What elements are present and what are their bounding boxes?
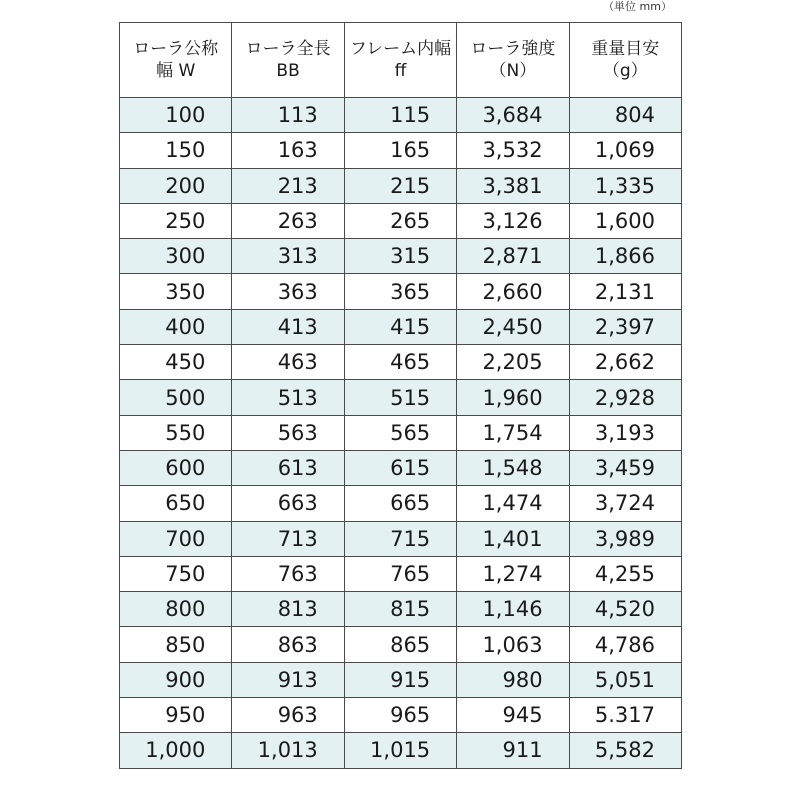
frame-inner-width-cell: 965 [344, 698, 456, 733]
roller-length-cell: 1,013 [232, 733, 344, 768]
table-row [120, 274, 682, 309]
header-nominal-width-line1: ローラ公称 [133, 39, 219, 59]
frame-inner-width-cell: 915 [344, 662, 456, 697]
table-row [120, 450, 682, 485]
weight-cell: 1,866 [569, 239, 681, 274]
frame-inner-width-cell: 315 [344, 239, 456, 274]
frame-inner-width-cell: 765 [344, 556, 456, 591]
frame-inner-width-cell: 465 [344, 345, 456, 380]
weight-cell: 804 [569, 98, 681, 133]
roller-strength-cell: 3,381 [457, 168, 569, 203]
roller-strength-cell: 1,754 [457, 415, 569, 450]
table-row [120, 698, 682, 733]
weight-cell: 5.317 [569, 698, 681, 733]
frame-inner-width-cell: 715 [344, 521, 456, 556]
roller-strength-cell: 1,548 [457, 450, 569, 485]
nominal-width-cell: 300 [120, 239, 232, 274]
header-roller-length [232, 23, 344, 98]
frame-inner-width-cell: 365 [344, 274, 456, 309]
roller-length-cell: 363 [232, 274, 344, 309]
roller-strength-cell: 1,474 [457, 486, 569, 521]
nominal-width-cell: 400 [120, 309, 232, 344]
weight-cell: 3,724 [569, 486, 681, 521]
weight-cell: 3,193 [569, 415, 681, 450]
roller-length-cell: 313 [232, 239, 344, 274]
header-weight-line1: 重量目安 [591, 39, 660, 59]
roller-length-cell: 263 [232, 203, 344, 238]
frame-inner-width-cell: 615 [344, 450, 456, 485]
table-row [120, 627, 682, 662]
header-roller-strength-line2: （N） [489, 61, 537, 81]
header-roller-length-line2: BB [276, 61, 300, 81]
nominal-width-cell: 950 [120, 698, 232, 733]
frame-inner-width-cell: 215 [344, 168, 456, 203]
weight-cell: 1,335 [569, 168, 681, 203]
nominal-width-cell: 200 [120, 168, 232, 203]
table-row [120, 592, 682, 627]
roller-length-cell: 863 [232, 627, 344, 662]
nominal-width-cell: 150 [120, 133, 232, 168]
table-row [120, 556, 682, 591]
weight-cell: 5,582 [569, 733, 681, 768]
table-body [120, 98, 682, 769]
frame-inner-width-cell: 165 [344, 133, 456, 168]
header-row [120, 23, 682, 98]
table-row [120, 733, 682, 768]
roller-length-cell: 163 [232, 133, 344, 168]
table-row [120, 203, 682, 238]
nominal-width-cell: 800 [120, 592, 232, 627]
roller-length-cell: 113 [232, 98, 344, 133]
weight-cell: 2,928 [569, 380, 681, 415]
header-weight [569, 23, 681, 98]
table-row [120, 662, 682, 697]
roller-strength-cell: 3,684 [457, 98, 569, 133]
weight-cell: 3,459 [569, 450, 681, 485]
nominal-width-cell: 1,000 [120, 733, 232, 768]
roller-length-cell: 763 [232, 556, 344, 591]
nominal-width-cell: 850 [120, 627, 232, 662]
nominal-width-cell: 600 [120, 450, 232, 485]
header-frame-inner-width-line1: フレーム内幅 [349, 39, 452, 59]
frame-inner-width-cell: 515 [344, 380, 456, 415]
roller-length-cell: 413 [232, 309, 344, 344]
nominal-width-cell: 250 [120, 203, 232, 238]
header-nominal-width-line2: 幅 W [156, 61, 196, 81]
frame-inner-width-cell: 665 [344, 486, 456, 521]
roller-length-cell: 563 [232, 415, 344, 450]
nominal-width-cell: 900 [120, 662, 232, 697]
table-row [120, 345, 682, 380]
weight-cell: 4,786 [569, 627, 681, 662]
nominal-width-cell: 450 [120, 345, 232, 380]
weight-cell: 4,255 [569, 556, 681, 591]
roller-length-cell: 513 [232, 380, 344, 415]
roller-strength-cell: 1,063 [457, 627, 569, 662]
roller-strength-cell: 911 [457, 733, 569, 768]
table-header [120, 23, 682, 98]
header-roller-strength-line1: ローラ強度 [470, 39, 556, 59]
weight-cell: 2,131 [569, 274, 681, 309]
roller-strength-cell: 3,532 [457, 133, 569, 168]
header-roller-length-line1: ローラ全長 [245, 39, 331, 59]
roller-length-cell: 213 [232, 168, 344, 203]
roller-length-cell: 613 [232, 450, 344, 485]
nominal-width-cell: 750 [120, 556, 232, 591]
table-row [120, 168, 682, 203]
roller-length-cell: 463 [232, 345, 344, 380]
header-nominal-width [120, 23, 232, 98]
header-roller-strength [457, 23, 569, 98]
roller-length-cell: 813 [232, 592, 344, 627]
frame-inner-width-cell: 265 [344, 203, 456, 238]
roller-strength-cell: 945 [457, 698, 569, 733]
roller-strength-cell: 1,274 [457, 556, 569, 591]
roller-strength-cell: 980 [457, 662, 569, 697]
frame-inner-width-cell: 115 [344, 98, 456, 133]
roller-spec-table [119, 22, 682, 769]
roller-length-cell: 713 [232, 521, 344, 556]
weight-cell: 1,069 [569, 133, 681, 168]
nominal-width-cell: 650 [120, 486, 232, 521]
roller-strength-cell: 2,660 [457, 274, 569, 309]
frame-inner-width-cell: 815 [344, 592, 456, 627]
roller-length-cell: 663 [232, 486, 344, 521]
frame-inner-width-cell: 865 [344, 627, 456, 662]
roller-strength-cell: 2,205 [457, 345, 569, 380]
header-frame-inner-width [344, 23, 456, 98]
nominal-width-cell: 700 [120, 521, 232, 556]
table-row [120, 521, 682, 556]
table-row [120, 380, 682, 415]
roller-length-cell: 913 [232, 662, 344, 697]
roller-strength-cell: 2,450 [457, 309, 569, 344]
table-row [120, 239, 682, 274]
nominal-width-cell: 100 [120, 98, 232, 133]
header-weight-line2: （g） [602, 61, 648, 81]
weight-cell: 5,051 [569, 662, 681, 697]
frame-inner-width-cell: 1,015 [344, 733, 456, 768]
roller-strength-cell: 1,146 [457, 592, 569, 627]
weight-cell: 2,662 [569, 345, 681, 380]
nominal-width-cell: 550 [120, 415, 232, 450]
roller-length-cell: 963 [232, 698, 344, 733]
roller-strength-cell: 1,960 [457, 380, 569, 415]
frame-inner-width-cell: 565 [344, 415, 456, 450]
weight-cell: 2,397 [569, 309, 681, 344]
weight-cell: 1,600 [569, 203, 681, 238]
nominal-width-cell: 350 [120, 274, 232, 309]
table-row [120, 309, 682, 344]
table-row [120, 486, 682, 521]
table-row [120, 133, 682, 168]
frame-inner-width-cell: 415 [344, 309, 456, 344]
header-frame-inner-width-line2: ff [394, 61, 407, 81]
weight-cell: 4,520 [569, 592, 681, 627]
unit-note: （単位 mm） [603, 0, 672, 13]
roller-strength-cell: 3,126 [457, 203, 569, 238]
table-row [120, 98, 682, 133]
weight-cell: 3,989 [569, 521, 681, 556]
table-row [120, 415, 682, 450]
roller-strength-cell: 2,871 [457, 239, 569, 274]
nominal-width-cell: 500 [120, 380, 232, 415]
roller-strength-cell: 1,401 [457, 521, 569, 556]
